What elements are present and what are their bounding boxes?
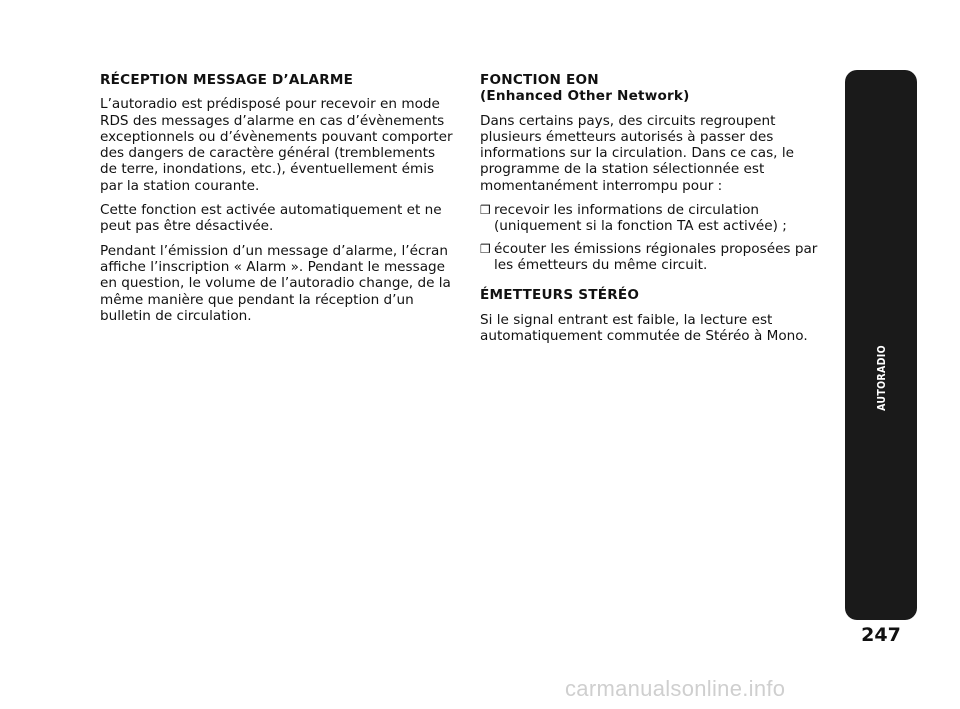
- list-item: [480, 241, 830, 274]
- eon-intro: Dans certains pays, des circuits regroupent plusieurs émetteurs autorisés à passer des informations sur la circulation. Dans ce cas, le programme de la station sélectionnée est momentanément interrompu pour :: [480, 112, 794, 194]
- checkbox-bullet-icon: ❒: [480, 203, 491, 218]
- alarm-paragraph-2: Cette fonction est activée automatiquement et ne peut pas être désactivée.: [100, 202, 442, 235]
- bullet-text: écouter les émissions régionales proposées par les émetteurs du même circuit.: [494, 240, 818, 273]
- alarm-heading: RÉCEPTION MESSAGE D’ALARME: [100, 72, 354, 88]
- eon-heading-line1: FONCTION EON: [480, 72, 599, 88]
- stereo-paragraph: Si le signal entrant est faible, la lecture est automatiquement commutée de Stéréo à Mono.: [480, 311, 808, 344]
- section-tab-label: [868, 345, 896, 411]
- eon-bullet-list: [480, 202, 830, 273]
- section-tab-text: AUTORADIO: [876, 345, 888, 411]
- eon-heading: [480, 72, 830, 105]
- alarm-paragraph-1: L’autoradio est prédisposé pour recevoir en mode RDS des messages d’alarme en cas d’évènements exceptionnels ou d’évènements pouvant comporter des dangers de caractère général (tremblements de terre, inondations, etc.), éventuellement émis par la station courante.: [100, 96, 453, 194]
- page-number: 247: [861, 624, 901, 646]
- left-column: [100, 72, 456, 332]
- right-column: [480, 72, 830, 352]
- watermark-text: carmanualsonline.info: [565, 676, 786, 701]
- alarm-paragraph-3: Pendant l’émission d’un message d’alarme, l’écran affiche l’inscription « Alarm ». Pendant le message en question, le volume de l’autoradio change, de la même manière que pendant la réception d’un bulletin de circulation.: [100, 242, 451, 324]
- list-item: [480, 202, 830, 235]
- stereo-heading: ÉMETTEURS STÉRÉO: [480, 287, 640, 304]
- bullet-text: recevoir les informations de circulation (uniquement si la fonction TA est activée) ;: [494, 202, 787, 235]
- checkbox-bullet-icon: ❒: [480, 241, 491, 256]
- eon-heading-line2: (Enhanced Other Network): [480, 88, 690, 105]
